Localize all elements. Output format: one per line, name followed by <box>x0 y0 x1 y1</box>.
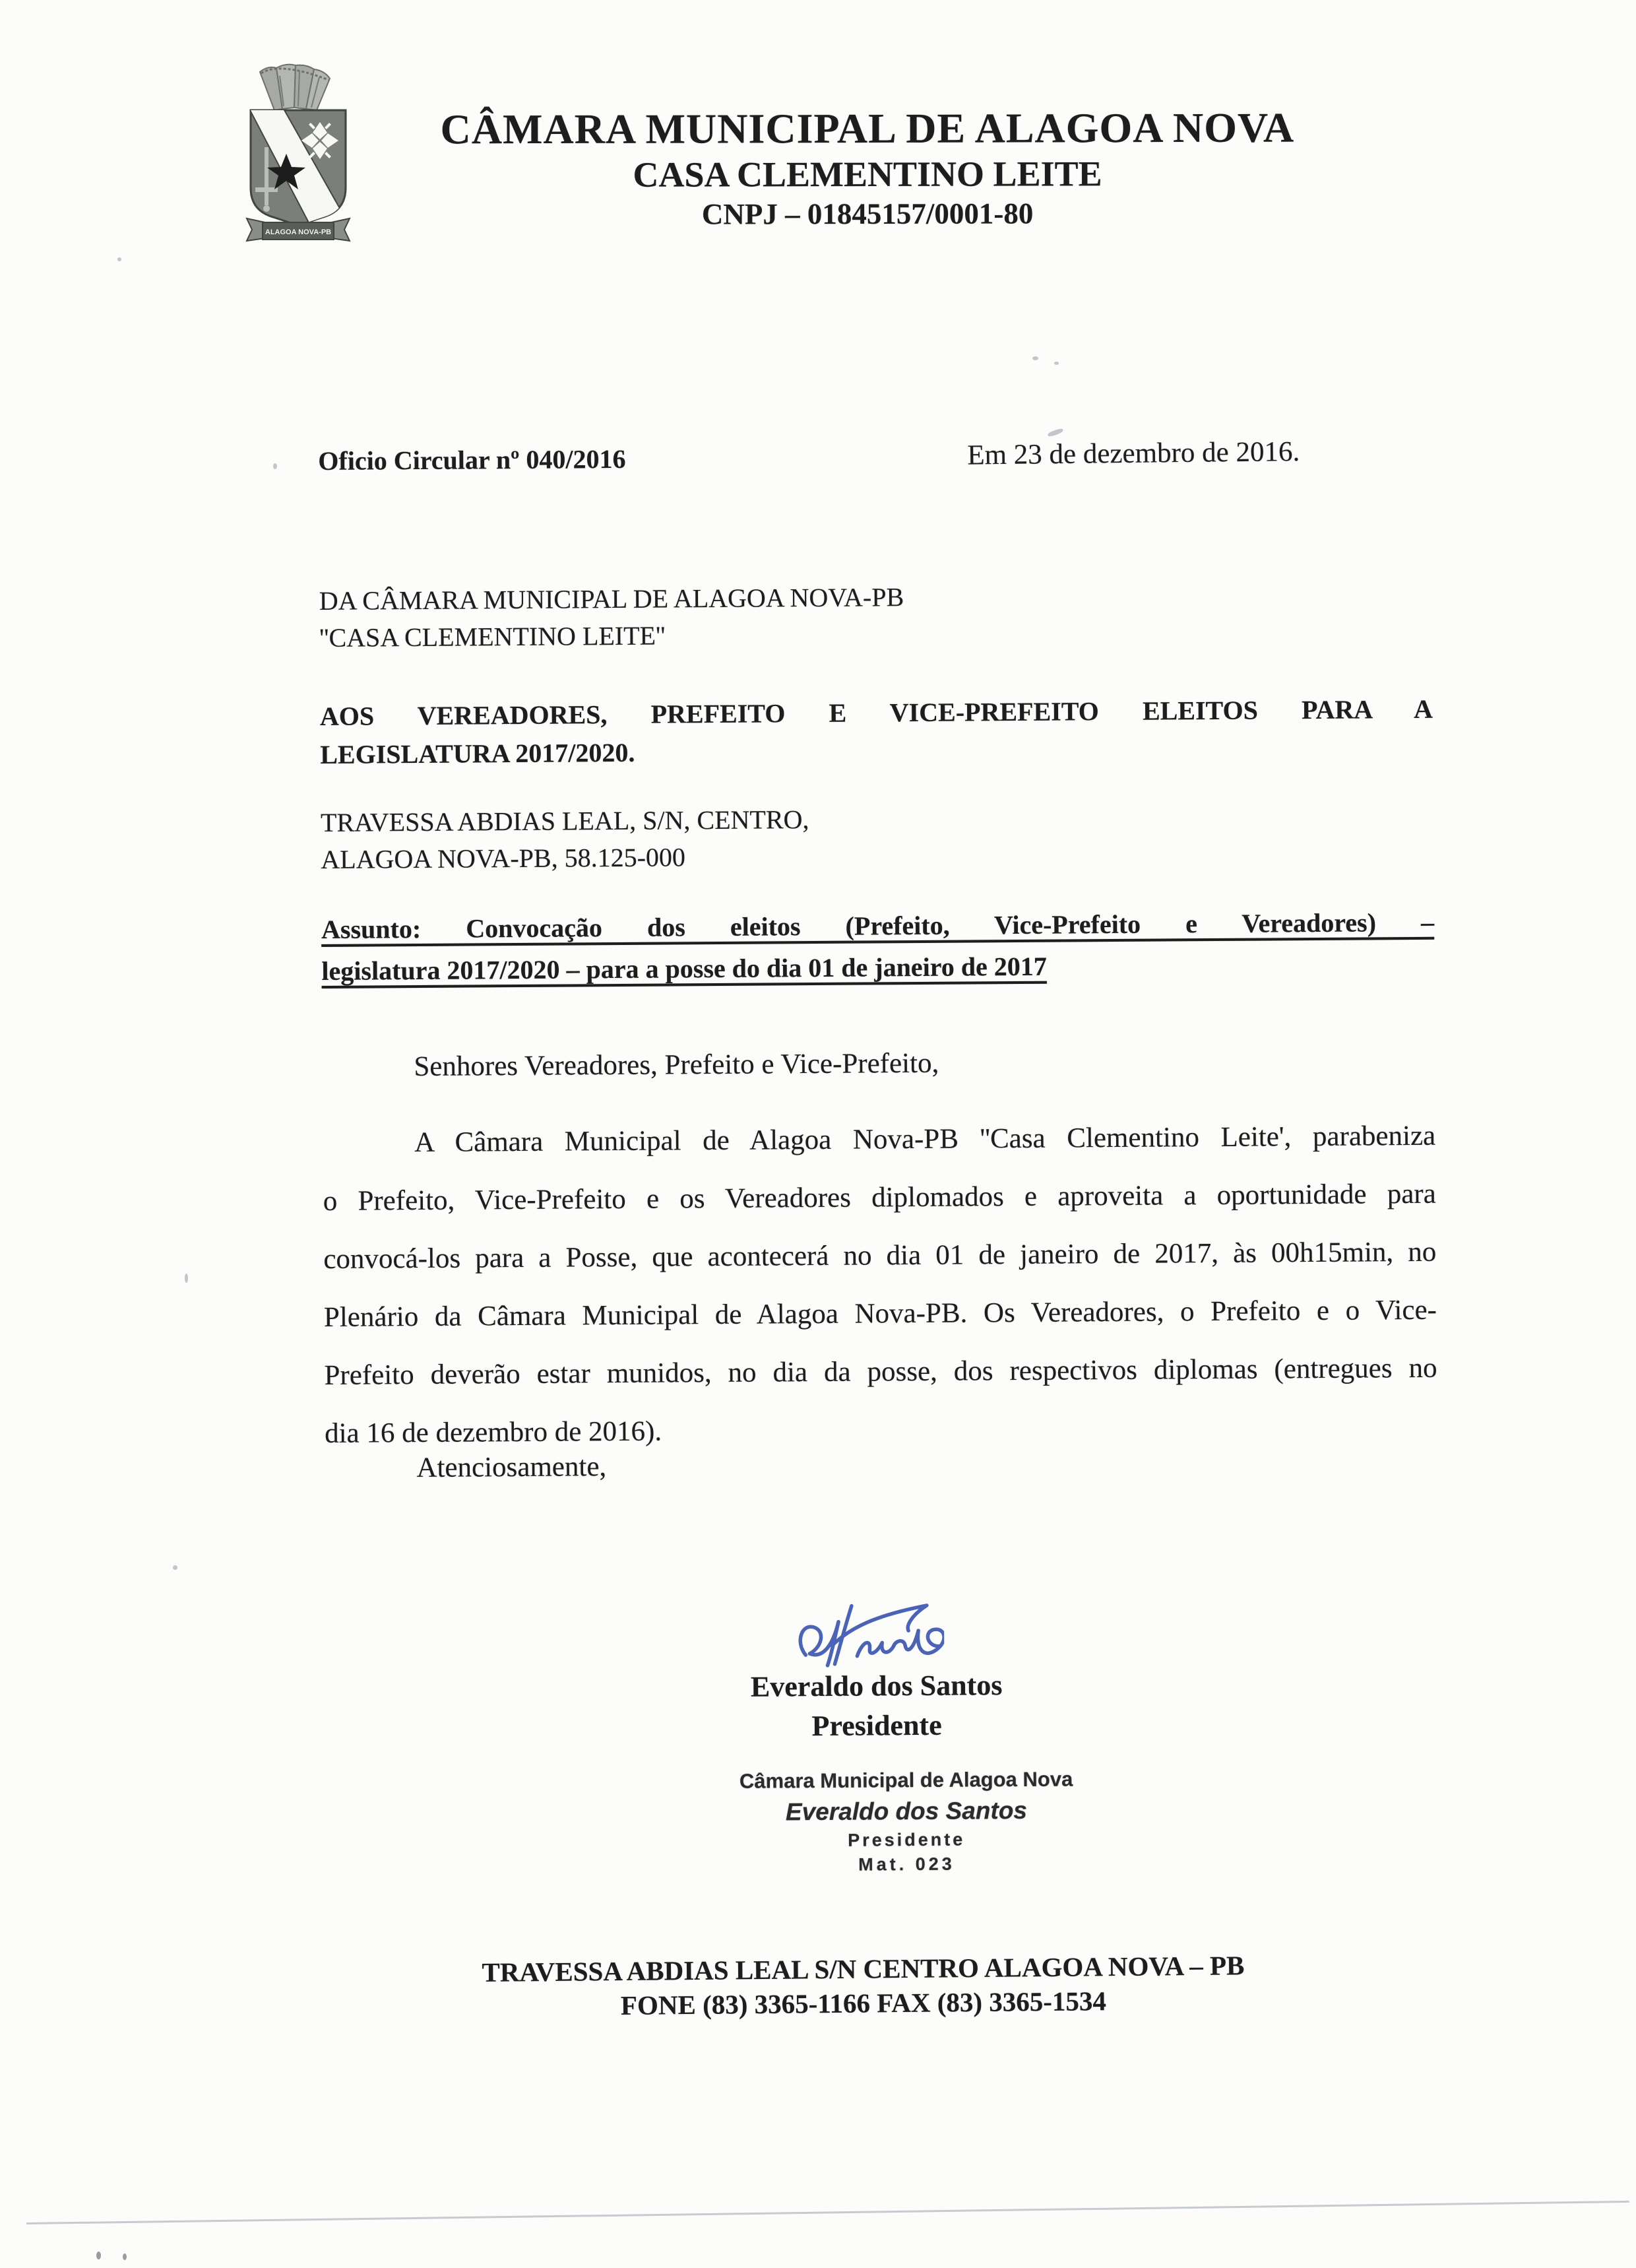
subject-line-1: Assunto: Convocação dos eleitos (Prefeito, Vice-Prefeito e Vereadores) – <box>321 907 1435 944</box>
subject-block <box>321 901 1435 992</box>
main-paragraph <box>323 1119 1437 1475</box>
scan-artifact <box>1032 356 1038 360</box>
scan-artifact <box>1054 362 1059 365</box>
from-block <box>319 575 1441 657</box>
paragraph-line: A Câmara Municipal de Alagoa Nova-PB ''Casa Clementino Leite', parabeniza <box>414 1120 1436 1159</box>
paragraph-line: convocá-los para a Posse, que acontecerá no dia 01 de janeiro de 2017, às 00h15min, no <box>323 1236 1437 1275</box>
scan-artifact <box>185 1274 188 1283</box>
org-name: CÂMARA MUNICIPAL DE ALAGOA NOVA <box>440 104 1295 153</box>
subject-line-2: legislatura 2017/2020 – para a posse do dia 01 de janeiro de 2017 <box>321 951 1047 986</box>
to-line-2: LEGISLATURA 2017/2020. <box>320 737 635 769</box>
scan-artifact <box>117 257 121 261</box>
signature-ink-icon <box>792 1588 945 1675</box>
from-line-1: DA CÂMARA MUNICIPAL DE ALAGOA NOVA-PB <box>319 582 904 616</box>
paragraph-line: Plenário da Câmara Municipal de Alagoa Nova-PB. Os Vereadores, o Prefeito e o Vice- <box>323 1294 1437 1333</box>
paragraph-line: dia 16 de dezembro de 2016). <box>324 1415 662 1449</box>
reference-number: Oficio Circular nº 040/2016 <box>318 443 626 476</box>
stamp-title: Presidente <box>848 1829 966 1850</box>
from-line-2: ''CASA CLEMENTINO LEITE'' <box>319 620 666 653</box>
address-line-2: ALAGOA NOVA-PB, 58.125-000 <box>321 842 686 874</box>
to-block <box>320 690 1433 774</box>
building-name: CASA CLEMENTINO LEITE <box>633 154 1102 195</box>
to-line-1: AOS VEREADORES, PREFEITO E VICE-PREFEITO ELEITOS PARA A <box>319 694 1433 731</box>
cnpj-line: CNPJ – 01845157/0001-80 <box>701 197 1034 231</box>
reference-row <box>318 436 1431 482</box>
stamp-org: Câmara Municipal de Alagoa Nova <box>739 1767 1073 1793</box>
scan-artifact <box>123 2253 127 2260</box>
salutation: Senhores Vereadores, Prefeito e Vice-Prefeito, <box>414 1047 939 1083</box>
paragraph-line: o Prefeito, Vice-Prefeito e os Vereadores diplomados e aproveita a oportunidade para <box>323 1178 1436 1217</box>
address-block <box>321 797 1443 878</box>
reference-date: Em 23 de dezembro de 2016. <box>967 436 1300 471</box>
scan-artifact <box>96 2252 101 2259</box>
stamp-registration: Mat. 023 <box>858 1854 955 1875</box>
footer-address: TRAVESSA ABDIAS LEAL S/N CENTRO ALAGOA NOVA – PB <box>482 1950 1245 1988</box>
signer-name: Everaldo dos Santos <box>750 1669 1003 1703</box>
paragraph-line: Prefeito deverão estar munidos, no dia da posse, dos respectivos diplomas (entregues no <box>324 1352 1437 1391</box>
footer <box>302 1947 1424 2026</box>
scan-artifact <box>273 463 277 469</box>
stamp-name: Everaldo dos Santos <box>785 1796 1028 1826</box>
president-stamp <box>576 1763 1236 1879</box>
closing: Atenciosamente, <box>416 1451 607 1484</box>
crest-banner-label: ALAGOA NOVA-PB <box>265 228 332 236</box>
signer-title: Presidente <box>811 1708 942 1743</box>
footer-phone: FONE (83) 3365-1166 FAX (83) 3365-1534 <box>620 1986 1107 2021</box>
scan-artifact <box>173 1565 177 1570</box>
address-line-1: TRAVESSA ABDIAS LEAL, S/N, CENTRO, <box>320 804 809 837</box>
